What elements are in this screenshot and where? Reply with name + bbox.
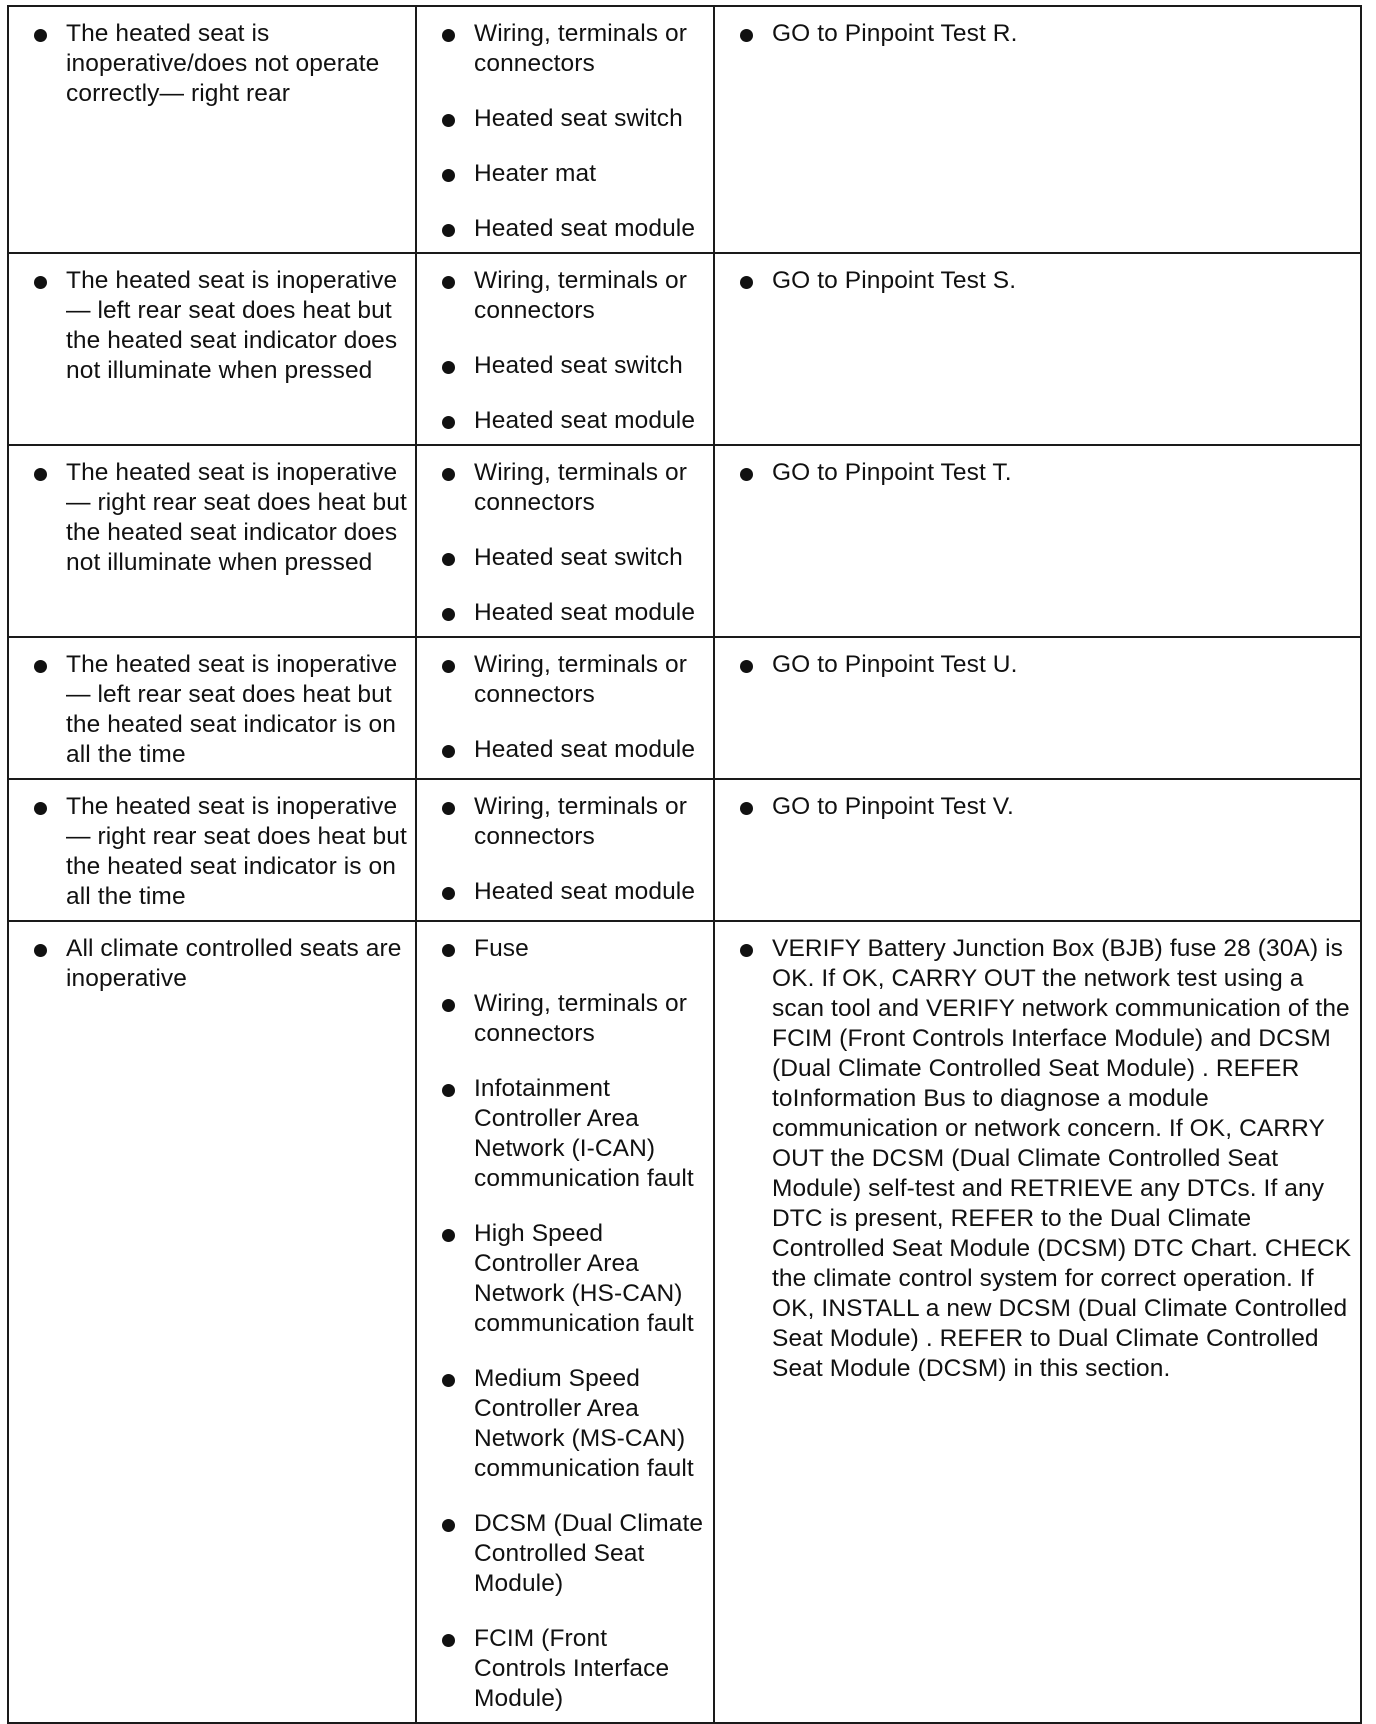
condition-cell <box>8 637 416 779</box>
possible-source-item: Medium Speed Controller Area Network (MS-CAN) communication fault <box>417 1364 705 1484</box>
condition-cell <box>8 445 416 637</box>
condition-text: The heated seat is inoperative— left rear seat does heat but the heated seat indicator does not illuminate when pressed <box>9 266 407 386</box>
action-cell <box>714 921 1361 1723</box>
possible-source-item: Wiring, terminals or connectors <box>417 792 705 852</box>
action-text: GO to Pinpoint Test V. <box>715 792 1352 822</box>
condition-cell <box>8 253 416 445</box>
condition-text: All climate controlled seats are inoperative <box>9 934 407 994</box>
possible-source-item: Wiring, terminals or connectors <box>417 989 705 1049</box>
action-cell <box>714 637 1361 779</box>
possible-source-cell <box>416 253 714 445</box>
possible-source-item: Heated seat module <box>417 735 705 765</box>
condition-text: The heated seat is inoperative— left rear seat does heat but the heated seat indicator is on all the time <box>9 650 407 770</box>
possible-source-item: Heater mat <box>417 159 705 189</box>
action-cell <box>714 253 1361 445</box>
table-row <box>8 637 1361 779</box>
possible-source-item: Heated seat module <box>417 877 705 907</box>
action-text: VERIFY Battery Junction Box (BJB) fuse 28 (30A) is OK. If OK, CARRY OUT the network test using a scan tool and VERIFY network communication of the FCIM (Front Controls Interface Module) and DCSM (Dual Climate Controlled Seat Module) . REFER toInformation Bus to diagnose a module communication or network concern. If OK, CARRY OUT the DCSM (Dual Climate Controlled Seat Module) self-test and RETRIEVE any DTCs. If any DTC is present, REFER to the Dual Climate Controlled Seat Module (DCSM) DTC Chart. CHECK the climate control system for correct operation. If OK, INSTALL a new DCSM (Dual Climate Controlled Seat Module) . REFER to Dual Climate Controlled Seat Module (DCSM) in this section. <box>715 934 1352 1384</box>
possible-source-item: Heated seat module <box>417 214 705 244</box>
action-text: GO to Pinpoint Test U. <box>715 650 1352 680</box>
table-row <box>8 779 1361 921</box>
possible-source-item: Heated seat switch <box>417 104 705 134</box>
possible-source-item: Heated seat module <box>417 406 705 436</box>
possible-source-cell <box>416 921 714 1723</box>
possible-source-cell <box>416 637 714 779</box>
condition-cell <box>8 779 416 921</box>
possible-source-item: Heated seat switch <box>417 351 705 381</box>
action-text: GO to Pinpoint Test R. <box>715 19 1352 49</box>
action-text: GO to Pinpoint Test S. <box>715 266 1352 296</box>
symptom-chart-table <box>7 5 1362 1724</box>
possible-source-item: Wiring, terminals or connectors <box>417 19 705 79</box>
table-row <box>8 253 1361 445</box>
table-row <box>8 921 1361 1723</box>
table-row <box>8 445 1361 637</box>
possible-source-item: Fuse <box>417 934 705 964</box>
possible-source-item: Heated seat module <box>417 598 705 628</box>
action-cell <box>714 779 1361 921</box>
possible-source-cell <box>416 445 714 637</box>
action-cell <box>714 445 1361 637</box>
possible-source-item: FCIM (Front Controls Interface Module) <box>417 1624 705 1714</box>
condition-text: The heated seat is inoperative/does not operate correctly— right rear <box>9 19 407 109</box>
possible-source-item: Heated seat switch <box>417 543 705 573</box>
possible-source-item: Wiring, terminals or connectors <box>417 650 705 710</box>
condition-cell <box>8 921 416 1723</box>
action-text: GO to Pinpoint Test T. <box>715 458 1352 488</box>
possible-source-item: Wiring, terminals or connectors <box>417 458 705 518</box>
possible-source-cell <box>416 6 714 253</box>
symptom-chart-page <box>7 5 1360 1724</box>
possible-source-cell <box>416 779 714 921</box>
condition-text: The heated seat is inoperative— right rear seat does heat but the heated seat indicator does not illuminate when pressed <box>9 458 407 578</box>
action-cell <box>714 6 1361 253</box>
possible-source-item: DCSM (Dual Climate Controlled Seat Module) <box>417 1509 705 1599</box>
condition-text: The heated seat is inoperative— right rear seat does heat but the heated seat indicator is on all the time <box>9 792 407 912</box>
possible-source-item: Infotainment Controller Area Network (I-CAN) communication fault <box>417 1074 705 1194</box>
table-row <box>8 6 1361 253</box>
condition-cell <box>8 6 416 253</box>
possible-source-item: Wiring, terminals or connectors <box>417 266 705 326</box>
possible-source-item: High Speed Controller Area Network (HS-CAN) communication fault <box>417 1219 705 1339</box>
